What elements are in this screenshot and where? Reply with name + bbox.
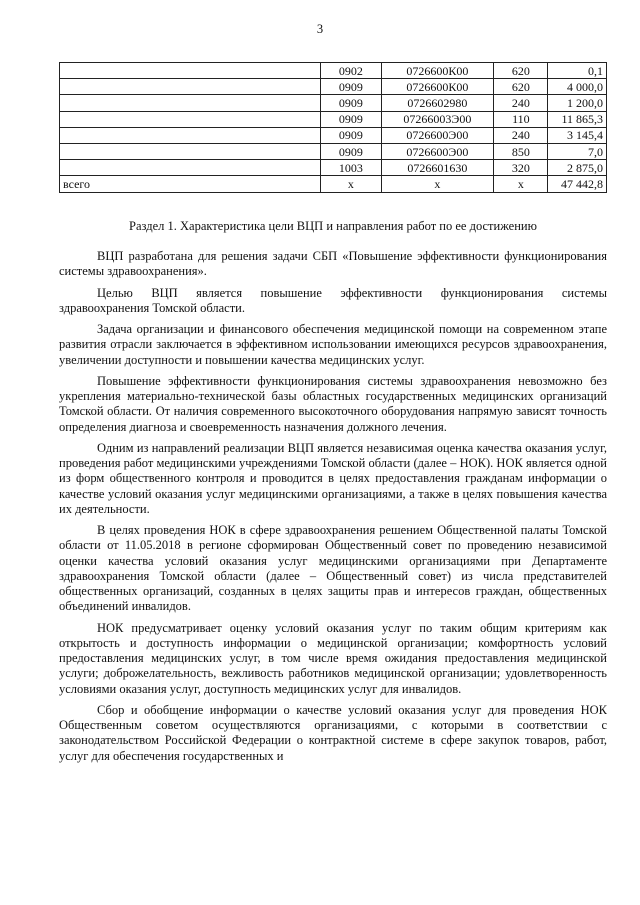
paragraph: НОК предусматривает оценку условий оказания услуг по таким общим критериям как открытость и доступность информации о медицинской организации; комфортность условий предоставления медицинских услуг, в том числе время ожидания предоставления медицинской услуги; доброжелательность, вежливость работников медицинской организации; удовлетворенность условиями оказания услуг, доступность медицинских услуг для инвалидов.	[59, 620, 607, 696]
section-title: Раздел 1. Характеристика цели ВЦП и направления работ по ее достижению	[129, 219, 537, 233]
table-cell	[60, 143, 321, 159]
budget-table-body	[60, 63, 607, 193]
table-cell: х	[321, 176, 381, 192]
table-cell	[60, 79, 321, 95]
table-cell: 1003	[321, 160, 381, 176]
table-cell: 240	[494, 95, 548, 111]
paragraph: Повышение эффективности функционирования системы здравоохранения невозможно без укрепления материально-технической базы областных государственных медицинских организаций Томской области. От наличия современного высокоточного оборудования напрямую зависят точность определения диагноза и своевременность назначения должного лечения.	[59, 373, 607, 434]
budget-table	[59, 62, 607, 193]
table-cell	[60, 63, 321, 79]
table-cell	[60, 160, 321, 176]
table-cell: 4 000,0	[548, 79, 607, 95]
table-cell	[60, 95, 321, 111]
table-cell: 3 145,4	[548, 127, 607, 143]
table-cell: 110	[494, 111, 548, 127]
table-cell: 11 865,3	[548, 111, 607, 127]
table-cell: 620	[494, 63, 548, 79]
table-cell: 1 200,0	[548, 95, 607, 111]
table-cell: х	[494, 176, 548, 192]
page-number: 3	[316, 22, 324, 36]
table-cell: х	[381, 176, 494, 192]
paragraph: Одним из направлений реализации ВЦП является независимая оценка качества оказания услуг, проведения работ медицинскими учреждениями Томской области (далее – НОК). НОК является одной из форм общественного контроля и проводится в целях предоставления гражданам информации о качестве условий оказания услуг медицинскими организациями, а также в целях повышения качества их деятельности.	[59, 440, 607, 516]
table-cell: 0902	[321, 63, 381, 79]
table-cell: 0,1	[548, 63, 607, 79]
table-cell	[60, 127, 321, 143]
table-cell: 07266003Э00	[381, 111, 494, 127]
paragraph: Сбор и обобщение информации о качестве условий оказания услуг для проведения НОК Общественным советом осуществляются организациями, с которыми в соответствии с законодательством Российской Федерации о контрактной системе в сфере закупок товаров, работ, услуг для обеспечения государственных и	[59, 702, 607, 763]
table-cell	[60, 111, 321, 127]
table-cell: 0726600К00	[381, 79, 494, 95]
table-cell: 47 442,8	[548, 176, 607, 192]
table-cell: 0909	[321, 79, 381, 95]
table-row	[60, 63, 607, 79]
body-text	[59, 249, 607, 764]
table-cell: 0726600К00	[381, 63, 494, 79]
table-cell: 0726600Э00	[381, 127, 494, 143]
table-cell: 0909	[321, 95, 381, 111]
paragraph: Задача организации и финансового обеспечения медицинской помощи на современном этапе развития отрасли заключается в эффективном использовании имеющихся ресурсов здравоохранения, увеличении доступности и повышении качества медицинских услуг.	[59, 322, 607, 367]
table-cell: 0909	[321, 127, 381, 143]
table-cell: 0909	[321, 143, 381, 159]
table-cell: 0909	[321, 111, 381, 127]
table-row	[60, 143, 607, 159]
table-cell: 0726600Э00	[381, 143, 494, 159]
table-row	[60, 95, 607, 111]
table-cell: 2 875,0	[548, 160, 607, 176]
paragraph: Целью ВЦП является повышение эффективности функционирования системы здравоохранения Томской области.	[59, 285, 607, 315]
table-cell: 0726601630	[381, 160, 494, 176]
table-row	[60, 176, 607, 192]
table-cell: 620	[494, 79, 548, 95]
table-row	[60, 111, 607, 127]
table-cell: 0726602980	[381, 95, 494, 111]
paragraph: ВЦП разработана для решения задачи СБП «Повышение эффективности функционирования системы здравоохранения».	[59, 249, 607, 279]
table-cell: всего	[60, 176, 321, 192]
table-row	[60, 160, 607, 176]
table-cell: 850	[494, 143, 548, 159]
table-cell: 240	[494, 127, 548, 143]
table-cell: 320	[494, 160, 548, 176]
paragraph: В целях проведения НОК в сфере здравоохранения решением Общественной палаты Томской области от 11.05.2018 в регионе сформирован Общественный совет по проведению независимой оценки качества условий оказания услуг медицинскими организациями при Департаменте здравоохранения Томской области (далее – Общественный совет) из числа представителей общественных организаций, созданных в целях защиты прав и интересов граждан, общественных объединений инвалидов.	[59, 523, 607, 614]
table-cell: 7,0	[548, 143, 607, 159]
table-row	[60, 79, 607, 95]
table-row	[60, 127, 607, 143]
